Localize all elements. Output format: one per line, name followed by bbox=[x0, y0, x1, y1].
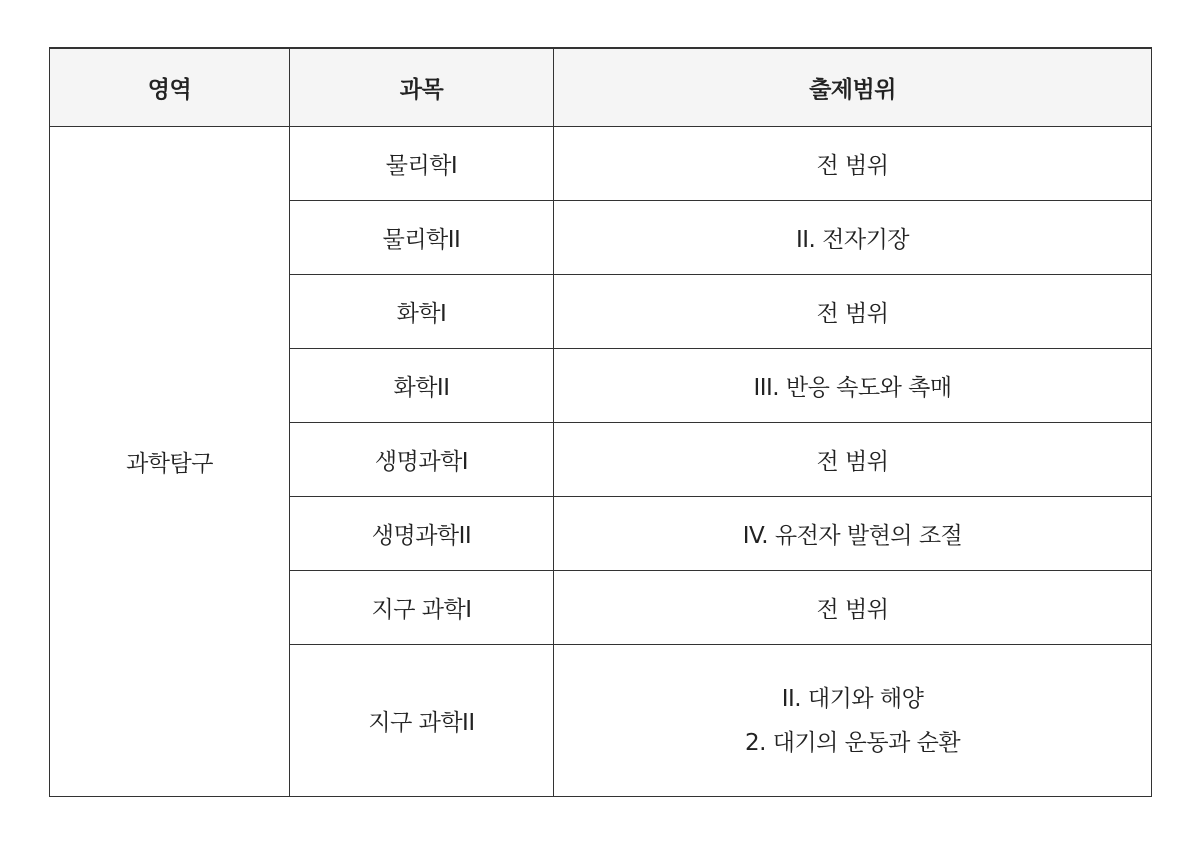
subject-cell: 물리학I bbox=[290, 127, 554, 201]
header-subject: 과목 bbox=[290, 48, 554, 127]
subject-cell: 생명과학I bbox=[290, 423, 554, 497]
scope-cell: 전 범위 bbox=[554, 423, 1152, 497]
scope-cell: 전 범위 bbox=[554, 571, 1152, 645]
scope-cell: II. 전자기장 bbox=[554, 201, 1152, 275]
exam-scope-table bbox=[49, 47, 1152, 797]
table-row bbox=[50, 127, 1152, 201]
scope-line: 2. 대기의 운동과 순환 bbox=[744, 729, 961, 756]
scope-line: II. 대기와 해양 bbox=[781, 685, 924, 712]
subject-cell: 화학I bbox=[290, 275, 554, 349]
subject-cell: 화학II bbox=[290, 349, 554, 423]
scope-cell: 전 범위 bbox=[554, 275, 1152, 349]
scope-cell: IV. 유전자 발현의 조절 bbox=[554, 497, 1152, 571]
header-scope: 출제범위 bbox=[554, 48, 1152, 127]
scope-cell: 전 범위 bbox=[554, 127, 1152, 201]
scope-cell: III. 반응 속도와 촉매 bbox=[554, 349, 1152, 423]
subject-cell: 물리학II bbox=[290, 201, 554, 275]
table-header-row bbox=[50, 48, 1152, 127]
scope-cell bbox=[554, 645, 1152, 797]
subject-cell: 생명과학II bbox=[290, 497, 554, 571]
subject-cell: 지구 과학I bbox=[290, 571, 554, 645]
subject-cell: 지구 과학II bbox=[290, 645, 554, 797]
header-area: 영역 bbox=[50, 48, 290, 127]
area-cell: 과학탐구 bbox=[50, 127, 290, 797]
